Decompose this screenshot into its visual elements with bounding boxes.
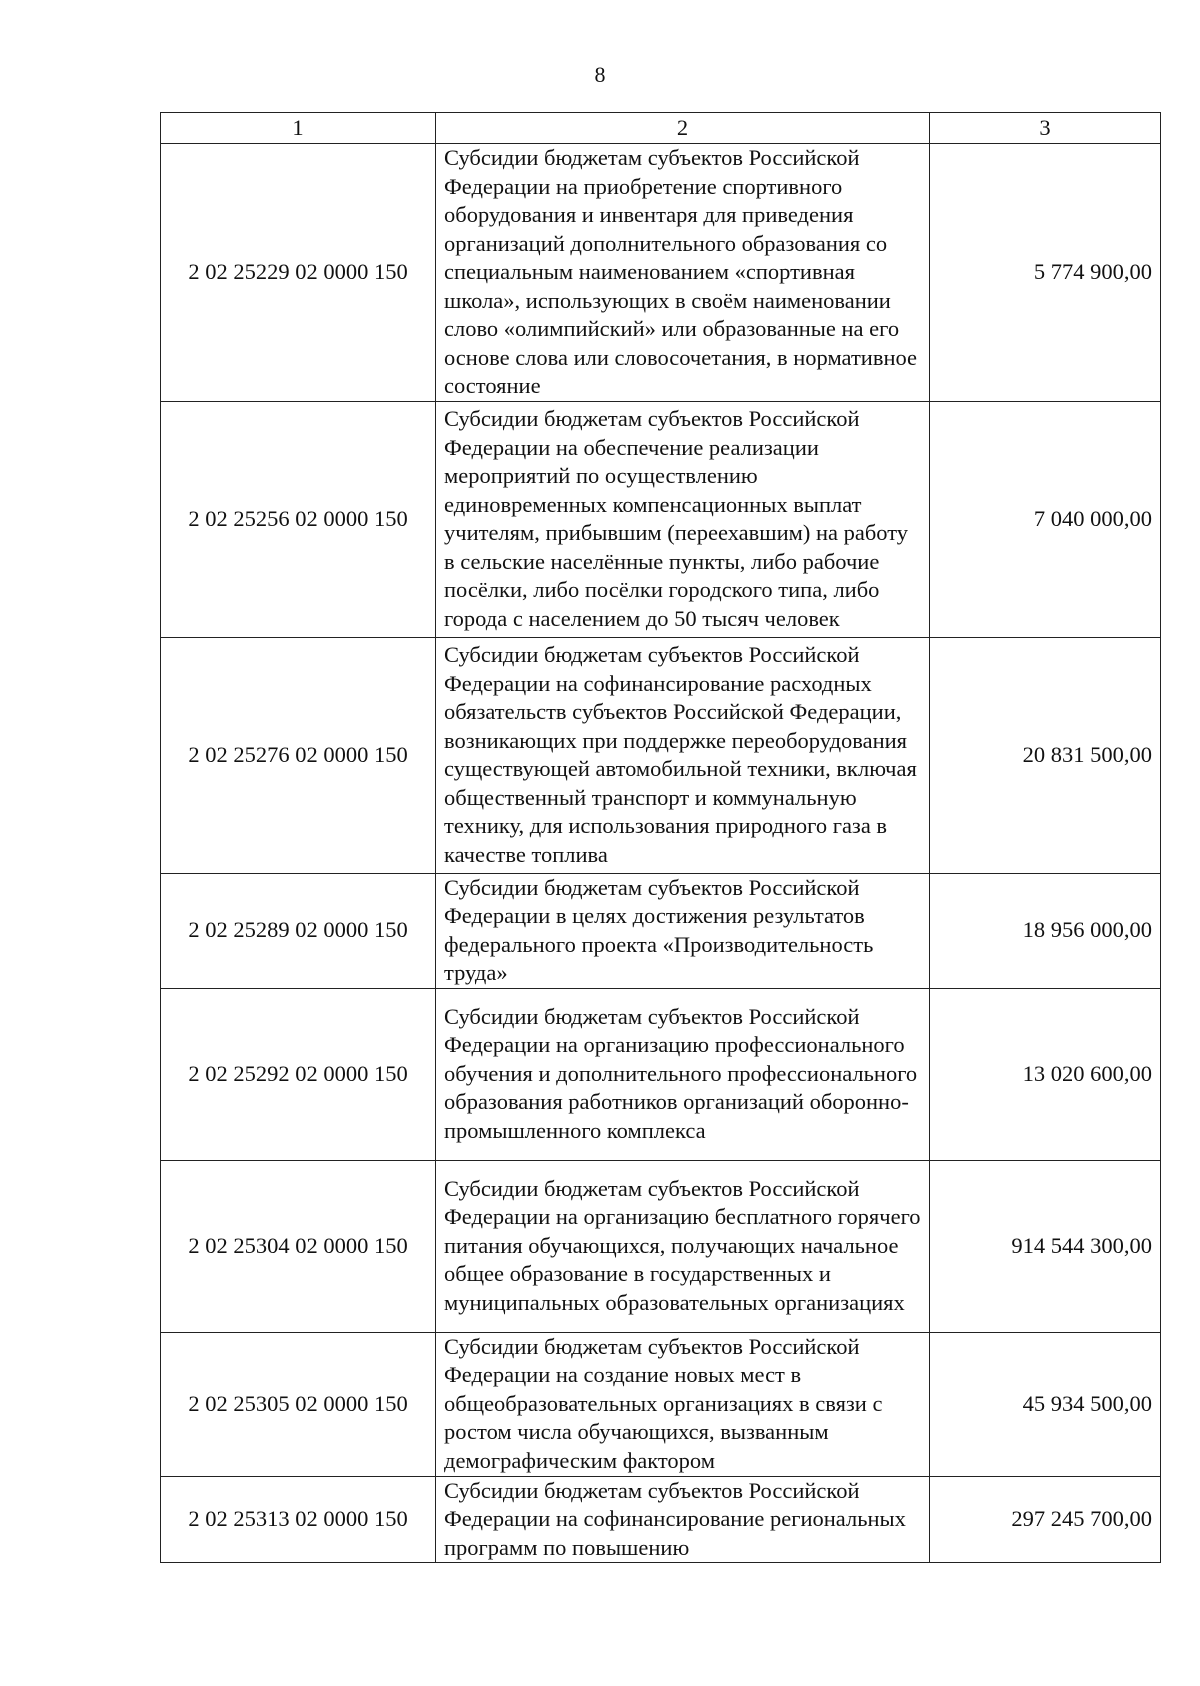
row-amount: 7 040 000,00: [930, 401, 1161, 637]
column-header-code: 1: [161, 113, 436, 144]
row-amount: 13 020 600,00: [930, 988, 1161, 1160]
row-description: Субсидии бюджетам субъектов Российской Федерации в целях достижения результатов федерального проекта «Производительность труда»: [436, 873, 930, 988]
header-row: [161, 113, 1161, 144]
row-amount: 914 544 300,00: [930, 1160, 1161, 1332]
budget-table: [160, 112, 1161, 1563]
row-description: Субсидии бюджетам субъектов Российской Федерации на обеспечение реализации мероприятий по осуществлению единовременных компенсационных выплат учителям, прибывшим (переехавшим) на работу в сельские населённые пункты, либо рабочие посёлки, либо посёлки городского типа, либо города с населением до 50 тысяч человек: [436, 401, 930, 637]
table-row: [161, 144, 1161, 402]
table-row: [161, 1332, 1161, 1476]
row-amount: 297 245 700,00: [930, 1476, 1161, 1563]
row-description: Субсидии бюджетам субъектов Российской Федерации на организацию бесплатного горячего питания обучающихся, получающих начальное общее образование в государственных и муниципальных образовательных организациях: [436, 1160, 930, 1332]
row-description: Субсидии бюджетам субъектов Российской Федерации на софинансирование региональных программ по повышению: [436, 1476, 930, 1563]
budget-code: 2 02 25256 02 0000 150: [161, 401, 436, 637]
table-row: [161, 637, 1161, 873]
budget-code: 2 02 25289 02 0000 150: [161, 873, 436, 988]
row-amount: 5 774 900,00: [930, 144, 1161, 402]
column-header-amount: 3: [930, 113, 1161, 144]
budget-code: 2 02 25229 02 0000 150: [161, 144, 436, 402]
row-description: Субсидии бюджетам субъектов Российской Федерации на софинансирование расходных обязательств субъектов Российской Федерации, возникающих при поддержке переоборудования существующей автомобильной техники, включая общественный транспорт и коммунальную технику, для использования природного газа в качестве топлива: [436, 637, 930, 873]
page-number: 8: [594, 62, 606, 87]
table-row: [161, 401, 1161, 637]
budget-code: 2 02 25292 02 0000 150: [161, 988, 436, 1160]
table-row: [161, 988, 1161, 1160]
row-amount: 18 956 000,00: [930, 873, 1161, 988]
row-amount: 20 831 500,00: [930, 637, 1161, 873]
row-description: Субсидии бюджетам субъектов Российской Федерации на приобретение спортивного оборудования и инвентаря для приведения организаций дополнительного образования со специальным наименованием «спортивная школа», использующих в своём наименовании слово «олимпийский» или образованные на его основе слова или словосочетания, в нормативное состояние: [436, 144, 930, 402]
budget-code: 2 02 25304 02 0000 150: [161, 1160, 436, 1332]
budget-code: 2 02 25313 02 0000 150: [161, 1476, 436, 1563]
table-row: [161, 873, 1161, 988]
row-amount: 45 934 500,00: [930, 1332, 1161, 1476]
row-description: Субсидии бюджетам субъектов Российской Федерации на организацию профессионального обучения и дополнительного профессионального образования работников организаций оборонно-промышленного комплекса: [436, 988, 930, 1160]
budget-code: 2 02 25305 02 0000 150: [161, 1332, 436, 1476]
table-row: [161, 1476, 1161, 1563]
table-row: [161, 1160, 1161, 1332]
column-header-description: 2: [436, 113, 930, 144]
row-description: Субсидии бюджетам субъектов Российской Федерации на создание новых мест в общеобразовательных организациях в связи с ростом числа обучающихся, вызванным демографическим фактором: [436, 1332, 930, 1476]
budget-code: 2 02 25276 02 0000 150: [161, 637, 436, 873]
